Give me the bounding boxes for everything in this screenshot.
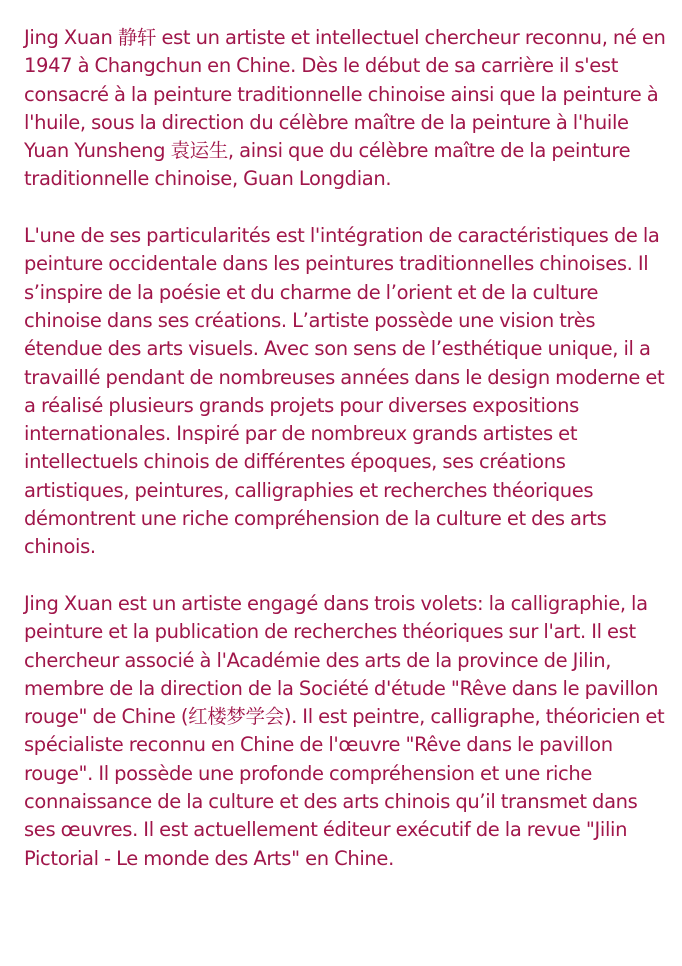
bio-paragraph-intro: Jing Xuan 静轩 est un artiste et intellectuel chercheur reconnu, né en 1947 à Changchun en Chine. Dès le début de sa carrière il s'est consacré à la peinture traditionnelle chinoise ainsi que la peinture à l'huile, sous la direction du célèbre maître de la peinture à l'huile Yuan Yunsheng 袁运生, ainsi que du célèbre maître de la peinture traditionnelle chinoise, Guan Longdian. [24,26,666,191]
bio-paragraph-style: L'une de ses particularités est l'intégration de caractéristiques de la peinture occidentale dans les peintures traditionnelles chinoises. Il s’inspire de la poésie et du charme de l’orient et de la culture chinoise dans ses créations. L’artiste possède une vision très étendue des arts visuels. Avec son sens de l’esthétique unique, il a travaillé pendant de nombreuses années dans le design moderne et a réalisé plusieurs grands projets pour diverses expositions internationales. Inspiré par de nombreux grands artistes et intellectuels chinois de différentes époques, ses créations artistiques, peintures, calligraphies et recherches théoriques démontrent une riche compréhension de la culture et des arts chinois. [24,224,665,559]
artist-biography [24,24,674,873]
bio-paragraph-activities: Jing Xuan est un artiste engagé dans trois volets: la calligraphie, la peinture et la publication de recherches théoriques sur l'art. Il est chercheur associé à l'Académie des arts de la province de Jilin, membre de la direction de la Société d'étude "Rêve dans le pavillon rouge" de Chine (红楼梦学会). Il est peintre, calligraphe, théoricien et spécialiste reconnu en Chine de l'œuvre "Rêve dans le pavillon rouge". Il possède une profonde compréhension et une riche connaissance de la culture et des arts chinois qu’il transmet dans ses œuvres. Il est actuellement éditeur exécutif de la revue "Jilin Pictorial - Le monde des Arts" en Chine. [24,591,665,870]
